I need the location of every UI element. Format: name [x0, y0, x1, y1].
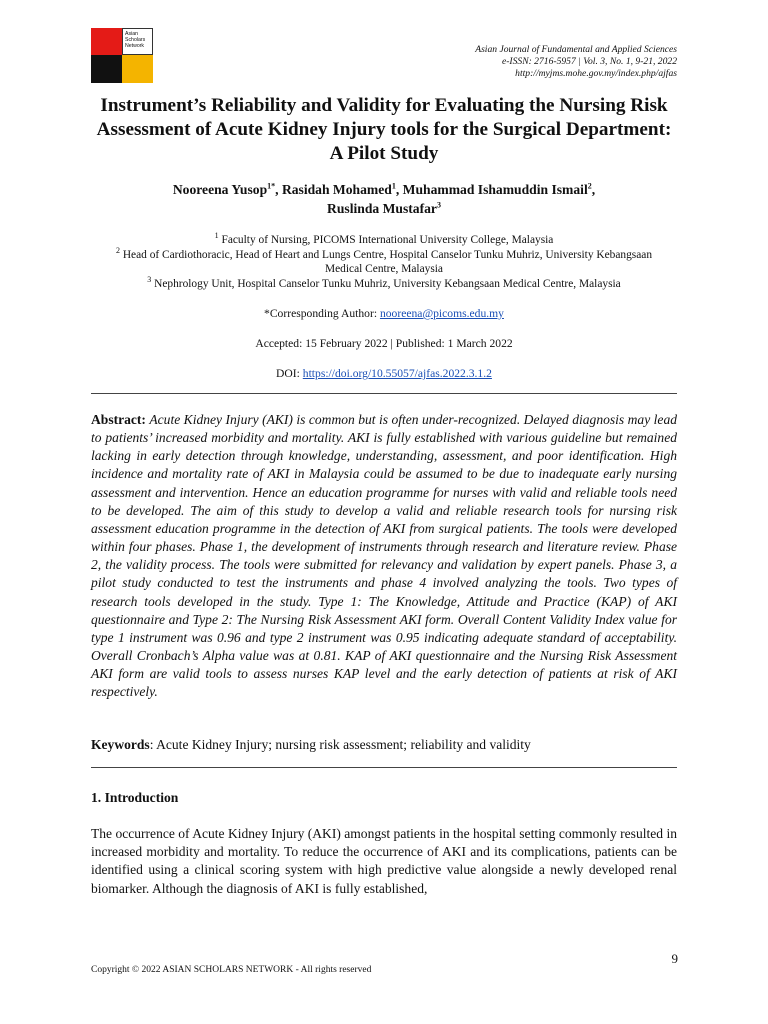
author: Rasidah Mohamed$^1$ — [281, 181, 396, 197]
introduction-paragraph: The occurrence of Acute Kidney Injury (AKI) amongst patients in the hospital setting commonly resulted in increased morbidity and mortality. To reduce the occurrence of AKI and its complications, patients can be identified using a clinical scoring system with high predictive value alongside a newly developed renal biomarker. Although the diagnosis of AKI is fully established, — [91, 826, 677, 896]
abstract-label: Abstract: — [91, 412, 146, 427]
publication-dates: Accepted: 15 February 2022 | Published: 1 March 2022 — [255, 337, 513, 350]
copyright-notice: Copyright © 2022 ASIAN SCHOLARS NETWORK - All rights reserved — [91, 965, 372, 975]
journal-url[interactable]: http://myjms.mohe.gov.my/index.php/ajfas — [515, 68, 677, 79]
affiliation: $^1$ Faculty of Nursing, PICOMS International University College, Malaysia — [214, 231, 554, 246]
abstract — [91, 411, 677, 702]
section-heading: 1. Introduction — [91, 790, 179, 805]
author-list: Nooreena Yusop$^{1*}$, Rasidah Mohamed$^1$, Muhammad Ishamuddin Ismail$^2$, Ruslinda Mustafar$^3$ — [172, 181, 596, 216]
author-email-link[interactable]: nooreena@picoms.edu.my — [379, 307, 504, 320]
author: Muhammad Ishamuddin Ismail$^2$ — [402, 181, 592, 197]
paper-title: Instrument’s Reliability and Validity for Evaluating the Nursing Risk Assessment of Acute Kidney Injury tools for the Surgical Department: A Pilot Study — [96, 95, 672, 164]
author: Ruslinda Mustafar$^3$ — [327, 200, 441, 216]
doi-line: DOI: https://doi.org/10.55057/ajfas.2022.3.1.2 — [276, 367, 492, 380]
affiliation: $^2$ Head of Cardiothoracic, Head of Heart and Lungs Centre, Hospital Canselor Tunku Muhriz, University Kebangsaan Medical Centre, Malaysia — [115, 245, 653, 276]
journal-name: Asian Journal of Fundamental and Applied Sciences — [475, 44, 677, 55]
affiliation: $^3$ Nephrology Unit, Hospital Canselor Tunku Muhriz, University Kebangsaan Medical Centre, Malaysia — [147, 274, 621, 290]
keywords — [91, 737, 677, 753]
author: Nooreena Yusop$^{1*}$ — [172, 181, 276, 197]
journal-issn: e-ISSN: 2716-5957 | Vol. 3, No. 1, 9-21, 2022 — [501, 56, 677, 67]
keywords-text: : Acute Kidney Injury; nursing risk assessment; reliability and validity — [149, 737, 531, 752]
keywords-label: Keywords — [91, 737, 150, 752]
corresponding-author: *Corresponding Author: nooreena@picoms.edu.my — [264, 307, 504, 320]
divider — [91, 767, 677, 768]
journal-info — [475, 44, 677, 80]
doi-link[interactable]: https://doi.org/10.55057/ajfas.2022.3.1.2 — [302, 367, 492, 380]
page-number: 9 — [671, 951, 678, 966]
logo-text: Asian Scholars Network — [125, 31, 146, 49]
affiliations — [91, 233, 677, 291]
publisher-logo — [91, 28, 153, 83]
abstract-text: Acute Kidney Injury (AKI) is common but is often under-recognized. Delayed diagnosis may lead to patients’ increased morbidity and mortality. AKI is fully established with various guideline but remained lacking in early detection through knowledge, understanding, assessment, and poor identification. High incidence and mortality rate of AKI in Malaysia could be assumed to be due to inadequate early nursing assessment and intervention. Hence an education programme for nurses with valid and reliable tools need to be developed. The aim of this study to develop a valid and reliable research tools for nursing risk assessment education programme in the detection of AKI from surgical patients. The tools were developed within four phases. Phase 1, the development of instruments through research and literature review. Phase 2, the validity process. The tools were submitted for relevancy and validation by expert panels. Phase 3, a pilot study conducted to test the instruments and phase 4 involved analyzing the tools. Two types of research tools developed in the study. Type 1: The Knowledge, Attitude and Practice (KAP) of AKI questionnaire and Type 2: The Nursing Risk Assessment AKI form. Overall Content Validity Index value for type 1 instrument was 0.96 and type 2 instrument was 0.95 indicating adequate standard of acceptability. Overall Cronbach’s Alpha value was at 0.81. KAP of AKI questionnaire and the Nursing Risk Assessment AKI form are valid tools to assess nurses KAP level and the early detection of patients at risk of AKI respectively. — [91, 412, 677, 700]
divider — [91, 393, 677, 394]
